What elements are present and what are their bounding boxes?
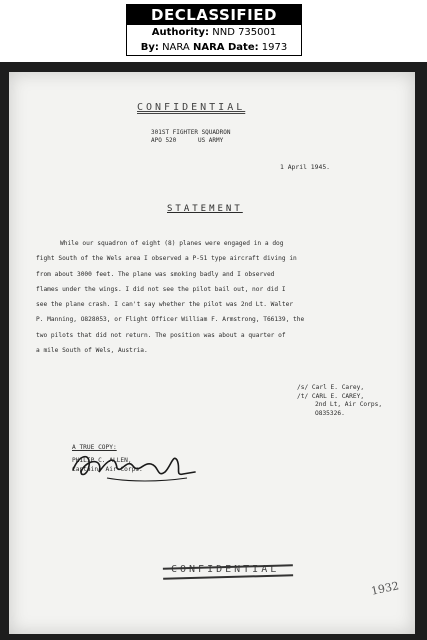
stamp-authority-value: NND 735001 [212, 27, 277, 38]
stamp-by-label: By: [140, 42, 159, 53]
signature-line: /t/ CARL E. CAREY, [297, 392, 365, 400]
body-line: see the plane crash. I can't say whether the pilot was 2nd Lt. Walter [36, 301, 294, 309]
body-line: While our squadron of eight (8) planes were engaged in a dog [60, 240, 284, 247]
certifier-name: PHILIP C. ALLEN, [72, 456, 132, 464]
body-line: P. Manning, O828053, or Flight Officer William F. Armstrong, T66139, the [36, 316, 305, 324]
declassified-stamp [126, 4, 302, 56]
signature-block [297, 384, 382, 418]
document-heading: STATEMENT [167, 204, 243, 214]
body-line: flames under the wings. I did not see the pilot bail out, nor did I [36, 285, 286, 293]
stamp-by-value: NARA [162, 42, 190, 53]
stamp-by-date [127, 40, 301, 55]
stamp-authority-label: Authority: [151, 27, 210, 38]
statement-body [36, 236, 400, 358]
certifier-rank: Captain, Air Corps. [72, 465, 143, 473]
body-line: from about 3000 feet. The plane was smoking badly and I observed [36, 270, 275, 278]
stamp-date-label: NARA Date: [192, 42, 259, 53]
apo-line: APO 520 US ARMY [151, 137, 224, 144]
stamp-title: DECLASSIFIED [127, 5, 301, 25]
document-date: 1 April 1945. [280, 163, 331, 171]
handwritten-page-number: 1932 [369, 579, 401, 598]
body-line: a mile South of Wels, Austria. [36, 347, 148, 355]
classification-bottom: CONFIDENTIAL [171, 564, 280, 575]
stamp-date-value: 1973 [261, 42, 288, 53]
classification-top: CONFIDENTIAL [137, 102, 246, 113]
true-copy-label: A TRUE COPY: [72, 444, 117, 451]
body-line: fight South of the Wels area I observed a P-51 type aircraft diving in [36, 255, 297, 263]
unit-line: 301ST FIGHTER SQUADRON [151, 129, 231, 136]
signature-line: O835326. [315, 409, 345, 417]
body-line: two pilots that did not return. The position was about a quarter of [36, 331, 286, 339]
handwritten-signature [69, 448, 199, 484]
stamp-authority [127, 25, 301, 40]
signature-line: /s/ Carl E. Carey, [297, 384, 365, 391]
strike-through-mark [163, 564, 293, 579]
signature-line: 2nd Lt, Air Corps, [315, 401, 383, 409]
document-page [9, 72, 415, 634]
